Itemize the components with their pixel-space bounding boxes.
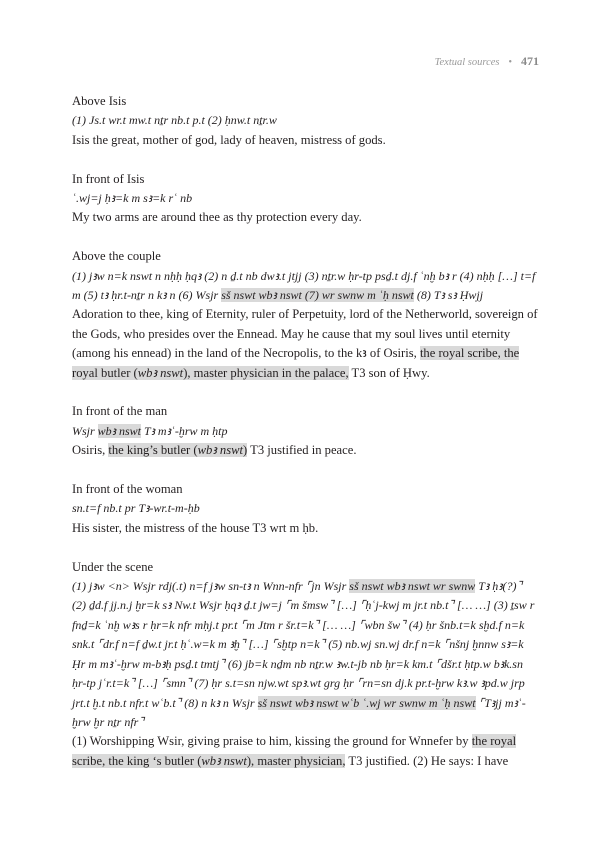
highlighted-title: sš nswt wbꜣ nswt wr swnw — [349, 579, 476, 594]
translation-text: T3 justified in peace. — [247, 443, 357, 458]
translation-text: Adoration to thee, king of Eternity, ruler of Perpetuity, lord of the Netherworld, sovereign of the Gods, who presides over the Ennead. May he cause that my soul lives until eternity (among his ennead) in the land of the Necropolis, to the kꜣ of Osiris, — [72, 307, 538, 361]
highlight-text: ) — [243, 443, 248, 458]
translation-text: T3 son of Ḥwy. — [348, 365, 430, 380]
section-heading: In front of the man — [72, 404, 168, 419]
translation — [72, 732, 538, 771]
section-heading: Above the couple — [72, 249, 161, 264]
transliteration-text: (8) Tꜣ sꜣ Ḥwjj — [413, 288, 484, 303]
highlighted-title: sš nswt wbꜣ nswt (7) wr swnw m ʿḥ nswt — [221, 288, 414, 303]
section-heading: Under the scene — [72, 559, 154, 574]
transliteration: sn.t=f nb.t pr Tꜣ-wr.t-m-ḥb — [72, 501, 200, 516]
section-heading: Above Isis — [72, 94, 127, 108]
highlight-text: the royal scribe, the royal butler ( — [72, 346, 520, 380]
page-body — [72, 92, 538, 791]
highlight-text: ), master physician in the palace, — [183, 365, 349, 380]
section-heading: In front of Isis — [72, 171, 145, 186]
highlight-text: ), master physician, — [246, 753, 346, 768]
transliteration — [72, 422, 538, 441]
highlighted-title: sš nswt wbꜣ nswt wʿb ʿ.wj wr swnw m ʿḥ nswt — [257, 695, 476, 710]
translation-text: Osiris, — [72, 443, 109, 458]
running-head — [435, 54, 539, 69]
separator-bullet: • — [508, 57, 512, 68]
transliteration: ʿ.wj=j ḥꜣ=k m sꜣ=k rʿ nb — [72, 191, 193, 206]
section-in-front-of-the-man — [72, 402, 538, 460]
transliteration-text: Tꜣ mꜣʿ-ḫrw m ḥtp — [140, 423, 228, 438]
section-in-front-of-isis — [72, 170, 538, 228]
transliteration-text: Tꜣ ḥꜣ(?)⌝ (2) ḏd.f jj.n.j ḫr=k sꜣ Nw.t Wsjr ḥqꜣ ḏ.t jw=j ⌜m šmsw⌝ […] ⌜ḥʿj-kwj m jr.t nb.t⌝ [… …] (3) ṯsw r fnḏ=k ʿnḫ wꜣs r ḥr=k nfr mḥj.t pr.t ⌜m Jtm r šr.t=k⌝ [… …] ⌜wbn šw⌝ (4) ḥr šnb.t=k sḫd.f n=k snk.t ⌜dr.f n=f ḏw.t jr.t ḥʿ.w=k m ꜣḫ⌝ […] ⌜sḫtp n=k⌝ (5) nb.wj sn.wj dr.f n=k ⌜nšnj ḫnnw sꜣ=k Ḥr m mꜣʿ-ḫrw m-bꜣḥ psḏ.t tmtj⌝ (6) jb=k nḏm nb nṯr.w ꜣw.t-jb nb ḥr=k km.t ⌜dšr.t ḥtp.w bꜣk.sn ḥr-tp jʿr.t=k⌝ […] ⌜smn⌝ (7) ḥr s.t=sn njw.wt spꜣ.wt grg ḥr ⌜rn=sn dj.k pr.t-ḫrw kꜣ.w ꜣpd.w jrp jrt.t ḫ.t nb.t nfr.t wʿb.t⌝ (8) n kꜣ n Wsjr — [72, 579, 535, 710]
highlighted-title — [108, 443, 247, 457]
transliteration-text: ⌜Tꜣjj mꜣʿ-ḫrw ḫr nṯr nfr⌝ — [72, 695, 526, 729]
highlight-italic: wbꜣ nswt — [201, 753, 247, 768]
transliteration-text: Wsjr — [72, 423, 98, 438]
section-heading: In front of the woman — [72, 482, 183, 497]
transliteration — [72, 267, 538, 306]
section-above-isis — [72, 92, 538, 150]
transliteration: (1) Js.t wr.t mw.t nṯr nb.t p.t (2) ḥnw.t nṯr.w — [72, 113, 277, 128]
section-above-the-couple — [72, 247, 538, 383]
highlight-italic: wbꜣ nswt — [137, 365, 184, 380]
translation-text: (1) Worshipping Wsir, giving praise to him, kissing the ground for Wnnefer by — [72, 734, 472, 749]
highlighted-title: wbꜣ nswt — [97, 423, 141, 438]
transliteration-text: (1) jꜣw <n> Wsjr rdj(.t) n=f jꜣw sn-tꜣ n Wnn-nfr ⌜jn Wsjr — [72, 579, 350, 594]
transliteration — [72, 577, 538, 732]
translation-text: T3 justified. (2) He says: I have — [345, 753, 509, 768]
transliteration-text: (1) jꜣw n=k nswt n nḥḥ ḥqꜣ (2) n ḏ.t nb dwꜣ.t jtjj (3) nṯr.w ḥr-tp psḏ.t dj.f ʿnḫ bꜣ r (4) nḥḥ […] t=f m (5) tꜣ ḥr.t-nṯr n kꜣ n (6) Wsjr — [72, 268, 536, 303]
section-under-the-scene — [72, 558, 538, 771]
translation — [72, 305, 538, 383]
translation: Isis the great, mother of god, lady of heaven, mistress of gods. — [72, 132, 386, 147]
translation — [72, 441, 538, 460]
translation: His sister, the mistress of the house T3 wrt m ḥb. — [72, 520, 319, 535]
running-title: Textual sources — [434, 57, 500, 68]
translation: My two arms are around thee as thy protection every day. — [72, 210, 362, 225]
highlight-text: the king’s butler ( — [108, 443, 198, 458]
highlight-text: the royal scribe, the king ‘s butler ( — [72, 734, 517, 768]
highlight-italic: wbꜣ nswt — [197, 443, 244, 458]
page-number: 471 — [521, 54, 539, 68]
section-in-front-of-the-woman — [72, 480, 538, 538]
